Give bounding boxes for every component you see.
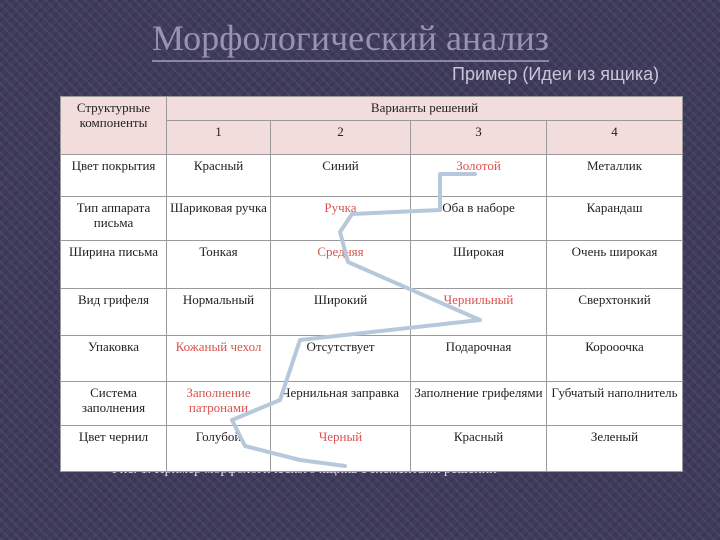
slide-title: Морфологический анализ	[152, 18, 549, 62]
row-label: Тип аппарата письма	[61, 197, 167, 241]
variant-cell: Кожаный чехол	[167, 335, 271, 381]
variant-cell: Золотой	[411, 155, 547, 197]
variant-cell: Карандаш	[547, 197, 683, 241]
variant-cell: Ручка	[271, 197, 411, 241]
variant-cell: Тонкая	[167, 241, 271, 289]
variant-cell: Сверхтонкий	[547, 289, 683, 335]
variant-cell: Шариковая ручка	[167, 197, 271, 241]
variant-cell: Зеленый	[547, 425, 683, 471]
column-number: 4	[547, 121, 683, 155]
column-number: 3	[411, 121, 547, 155]
table-row	[61, 197, 683, 241]
variant-cell: Красный	[411, 425, 547, 471]
variant-cell: Черный	[271, 425, 411, 471]
variant-cell: Отсутствует	[271, 335, 411, 381]
variant-cell: Средняя	[271, 241, 411, 289]
table-header-row	[61, 97, 683, 121]
column-number: 1	[167, 121, 271, 155]
table-row	[61, 335, 683, 381]
table-row	[61, 241, 683, 289]
variant-cell: Губчатый наполнитель	[547, 381, 683, 425]
row-label: Ширина письма	[61, 241, 167, 289]
variant-cell: Голубой	[167, 425, 271, 471]
variant-cell: Нормальный	[167, 289, 271, 335]
variant-cell: Синий	[271, 155, 411, 197]
header-variants: Варианты решений	[167, 97, 683, 121]
variant-cell: Красный	[167, 155, 271, 197]
row-label: Цвет покрытия	[61, 155, 167, 197]
row-label: Цвет чернил	[61, 425, 167, 471]
variant-cell: Подарочная	[411, 335, 547, 381]
variant-cell: Широкий	[271, 289, 411, 335]
column-number: 2	[271, 121, 411, 155]
row-label: Вид грифеля	[61, 289, 167, 335]
table-row	[61, 381, 683, 425]
variant-cell: Чернильная заправка	[271, 381, 411, 425]
table-row	[61, 425, 683, 471]
row-label: Система заполнения	[61, 381, 167, 425]
variant-cell: Оба в наборе	[411, 197, 547, 241]
variant-cell: Широкая	[411, 241, 547, 289]
variant-cell: Чернильный	[411, 289, 547, 335]
slide-subtitle: Пример (Идеи из ящика)	[452, 64, 660, 84]
row-label: Упаковка	[61, 335, 167, 381]
morphological-table	[60, 96, 683, 472]
variant-cell: Заполнение грифелями	[411, 381, 547, 425]
variant-cell: Металлик	[547, 155, 683, 197]
header-structural-components: Структурные компоненты	[61, 97, 167, 155]
variant-cell: Очень широкая	[547, 241, 683, 289]
variant-cell: Корооочка	[547, 335, 683, 381]
table-row	[61, 289, 683, 335]
table-row	[61, 155, 683, 197]
morphological-box	[60, 96, 682, 472]
variant-cell: Заполнение патронами	[167, 381, 271, 425]
